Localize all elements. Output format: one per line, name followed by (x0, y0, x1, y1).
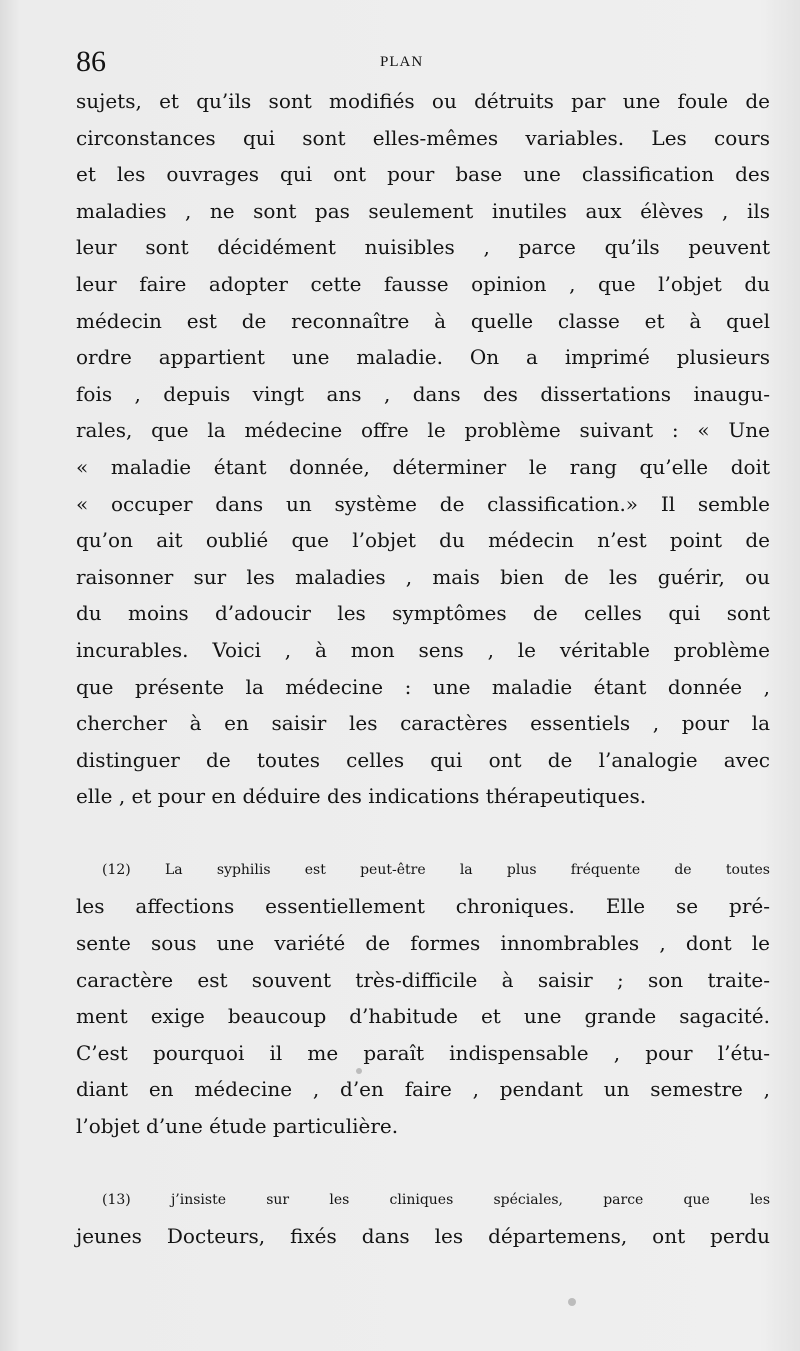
text-line: maladies , ne sont pas seulement inutiles aux élèves , ils (76, 198, 770, 223)
text-line: incurables. Voici , à mon sens , le véritable problème (76, 637, 770, 662)
text-line: et les ouvrages qui ont pour base une classification des (76, 162, 770, 187)
text-line: diant en médecine , d’en faire , pendant un semestre , (76, 1077, 770, 1102)
paragraph-continuation (76, 83, 770, 815)
paragraph-note-13 (76, 1182, 770, 1255)
text-line: distinguer de toutes celles qui ont de l’analogie avec (76, 747, 770, 772)
text-line: (12) La syphilis est peut-être la plus fréquente de toutes (102, 861, 770, 878)
text-line: chercher à en saisir les caractères essentiels , pour la (76, 711, 770, 736)
text-line: les affections essentiellement chroniques. Elle se pré- (76, 894, 770, 919)
page-number: 86 (76, 45, 106, 78)
paragraph-gap (76, 1145, 770, 1182)
text-line: leur sont décidément nuisibles , parce qu’ils peuvent (76, 235, 770, 260)
text-line: médecin est de reconnaître à quelle classe et à quel (76, 308, 770, 333)
text-line: sente sous une variété de formes innombrables , dont le (76, 931, 770, 956)
text-line: sujets, et qu’ils sont modifiés ou détruits par une foule de (76, 89, 770, 113)
ink-speck (356, 1068, 362, 1074)
text-line: du moins d’adoucir les symptômes de celles qui sont (76, 601, 770, 626)
text-line: « occuper dans un système de classification.» Il semble (76, 491, 770, 516)
paragraph-note-12 (76, 852, 770, 1145)
text-body (76, 83, 770, 1255)
ink-speck (568, 1298, 576, 1306)
text-line: elle , et pour en déduire des indications thérapeutiques. (76, 784, 647, 809)
text-line: fois , depuis vingt ans , dans des dissertations inaugu- (76, 381, 770, 406)
text-line: circonstances qui sont elles-mêmes variables. Les cours (76, 125, 770, 150)
text-line: jeunes Docteurs, fixés dans les départemens, ont perdu (76, 1224, 770, 1249)
text-line: leur faire adopter cette fausse opinion , que l’objet du (76, 271, 770, 296)
text-line: rales, que la médecine offre le problème suivant : « Une (76, 418, 770, 443)
text-line: que présente la médecine : une maladie étant donnée , (76, 674, 770, 699)
text-line: ordre appartient une maladie. On a imprimé plusieurs (76, 345, 770, 370)
text-line: caractère est souvent très-difficile à saisir ; son traite- (76, 967, 770, 992)
text-line: ment exige beaucoup d’habitude et une grande sagacité. (76, 1004, 770, 1029)
text-line: raisonner sur les maladies , mais bien de les guérir, ou (76, 564, 770, 589)
text-line: C’est pourquoi il me paraît indispensable , pour l’étu- (76, 1040, 770, 1065)
text-line: (13) j’insiste sur les cliniques spéciales, parce que les (102, 1191, 770, 1208)
text-line: qu’on ait oublié que l’objet du médecin n’est point de (76, 528, 770, 553)
text-line: « maladie étant donnée, déterminer le rang qu’elle doit (76, 454, 770, 479)
running-head: PLAN (380, 54, 424, 70)
paragraph-gap (76, 815, 770, 852)
text-line: l’objet d’une étude particulière. (76, 1114, 399, 1139)
